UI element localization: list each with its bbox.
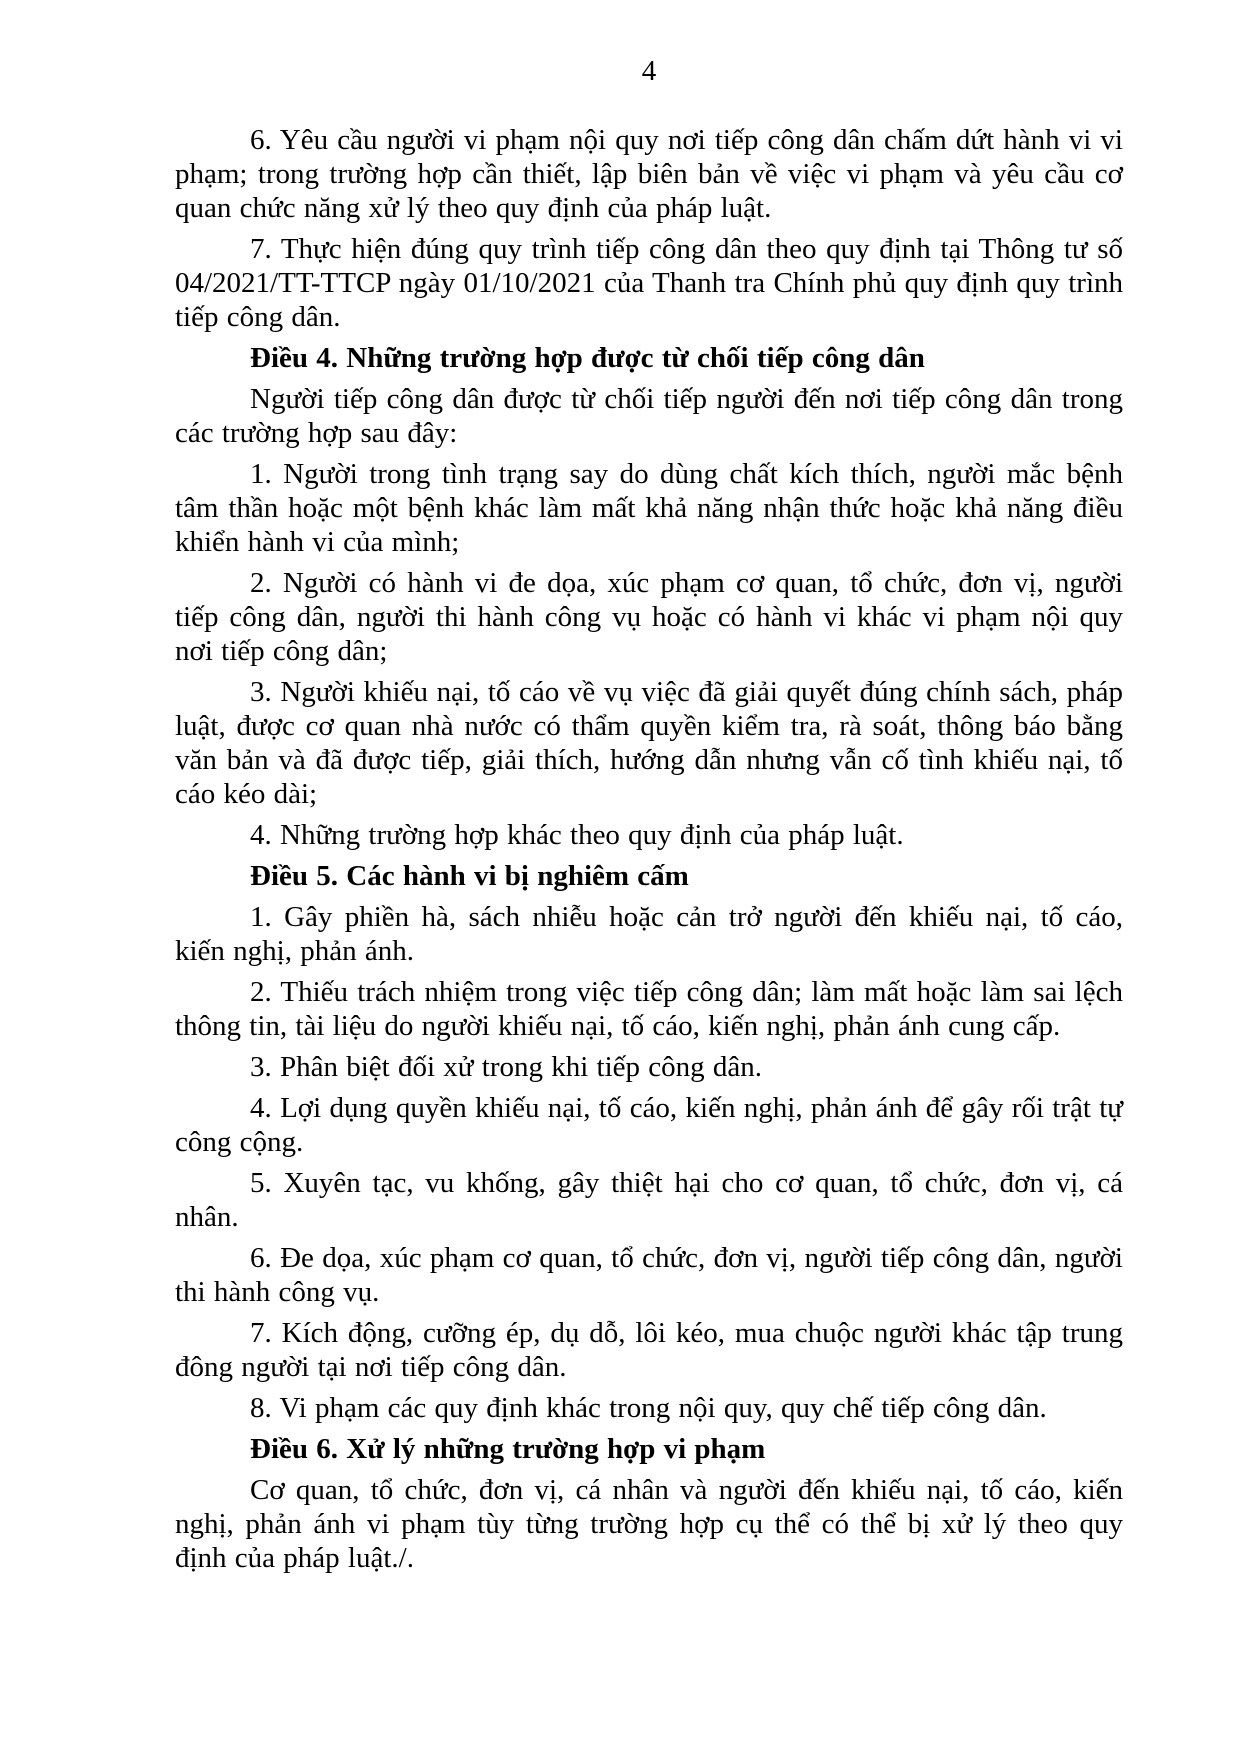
section-heading: Điều 4. Những trường hợp được từ chối tiếp công dân xyxy=(250,342,925,374)
paragraph: 6. Đe dọa, xúc phạm cơ quan, tổ chức, đơn vị, người tiếp công dân, người thi hành công vụ. xyxy=(175,1242,1123,1308)
paragraph: 3. Người khiếu nại, tố cáo về vụ việc đã giải quyết đúng chính sách, pháp luật, được cơ quan nhà nước có thẩm quyền kiểm tra, rà soát, thông báo bằng văn bản và đã được tiếp, giải thích, hướng dẫn nhưng vẫn cố tình khiếu nại, tố cáo kéo dài; xyxy=(175,676,1123,810)
paragraph: 6. Yêu cầu người vi phạm nội quy nơi tiếp công dân chấm dứt hành vi vi phạm; trong trường hợp cần thiết, lập biên bản về việc vi phạm và yêu cầu cơ quan chức năng xử lý theo quy định của pháp luật. xyxy=(175,124,1123,224)
paragraph: 7. Thực hiện đúng quy trình tiếp công dân theo quy định tại Thông tư số 04/2021/TT-TTCP ngày 01/10/2021 của Thanh tra Chính phủ quy định quy trình tiếp công dân. xyxy=(175,233,1123,333)
paragraph: 7. Kích động, cưỡng ép, dụ dỗ, lôi kéo, mua chuộc người khác tập trung đông người tại nơi tiếp công dân. xyxy=(175,1317,1123,1383)
paragraph: Người tiếp công dân được từ chối tiếp người đến nơi tiếp công dân trong các trường hợp sau đây: xyxy=(175,383,1123,449)
section-heading: Điều 6. Xử lý những trường hợp vi phạm xyxy=(250,1433,766,1465)
document-body xyxy=(175,123,1123,1575)
paragraph: 5. Xuyên tạc, vu khống, gây thiệt hại cho cơ quan, tổ chức, đơn vị, cá nhân. xyxy=(175,1167,1123,1233)
paragraph: 2. Thiếu trách nhiệm trong việc tiếp công dân; làm mất hoặc làm sai lệch thông tin, tài liệu do người khiếu nại, tố cáo, kiến nghị, phản ánh cung cấp. xyxy=(175,976,1123,1042)
paragraph: 2. Người có hành vi đe dọa, xúc phạm cơ quan, tổ chức, đơn vị, người tiếp công dân, người thi hành công vụ hoặc có hành vi khác vi phạm nội quy nơi tiếp công dân; xyxy=(175,567,1123,667)
paragraph: 1. Người trong tình trạng say do dùng chất kích thích, người mắc bệnh tâm thần hoặc một bệnh khác làm mất khả năng nhận thức hoặc khả năng điều khiển hành vi của mình; xyxy=(175,458,1123,558)
paragraph: Cơ quan, tổ chức, đơn vị, cá nhân và người đến khiếu nại, tố cáo, kiến nghị, phản ánh vi phạm tùy từng trường hợp cụ thể có thể bị xử lý theo quy định của pháp luật./. xyxy=(175,1474,1123,1574)
paragraph: 4. Lợi dụng quyền khiếu nại, tố cáo, kiến nghị, phản ánh để gây rối trật tự công cộng. xyxy=(175,1092,1123,1158)
section-heading: Điều 5. Các hành vi bị nghiêm cấm xyxy=(250,860,689,892)
paragraph: 8. Vi phạm các quy định khác trong nội quy, quy chế tiếp công dân. xyxy=(250,1392,1047,1424)
paragraph: 4. Những trường hợp khác theo quy định của pháp luật. xyxy=(250,819,904,851)
page-number: 4 xyxy=(641,55,657,87)
paragraph: 1. Gây phiền hà, sách nhiễu hoặc cản trở người đến khiếu nại, tố cáo, kiến nghị, phản ánh. xyxy=(175,901,1123,967)
paragraph: 3. Phân biệt đối xử trong khi tiếp công dân. xyxy=(250,1051,763,1083)
